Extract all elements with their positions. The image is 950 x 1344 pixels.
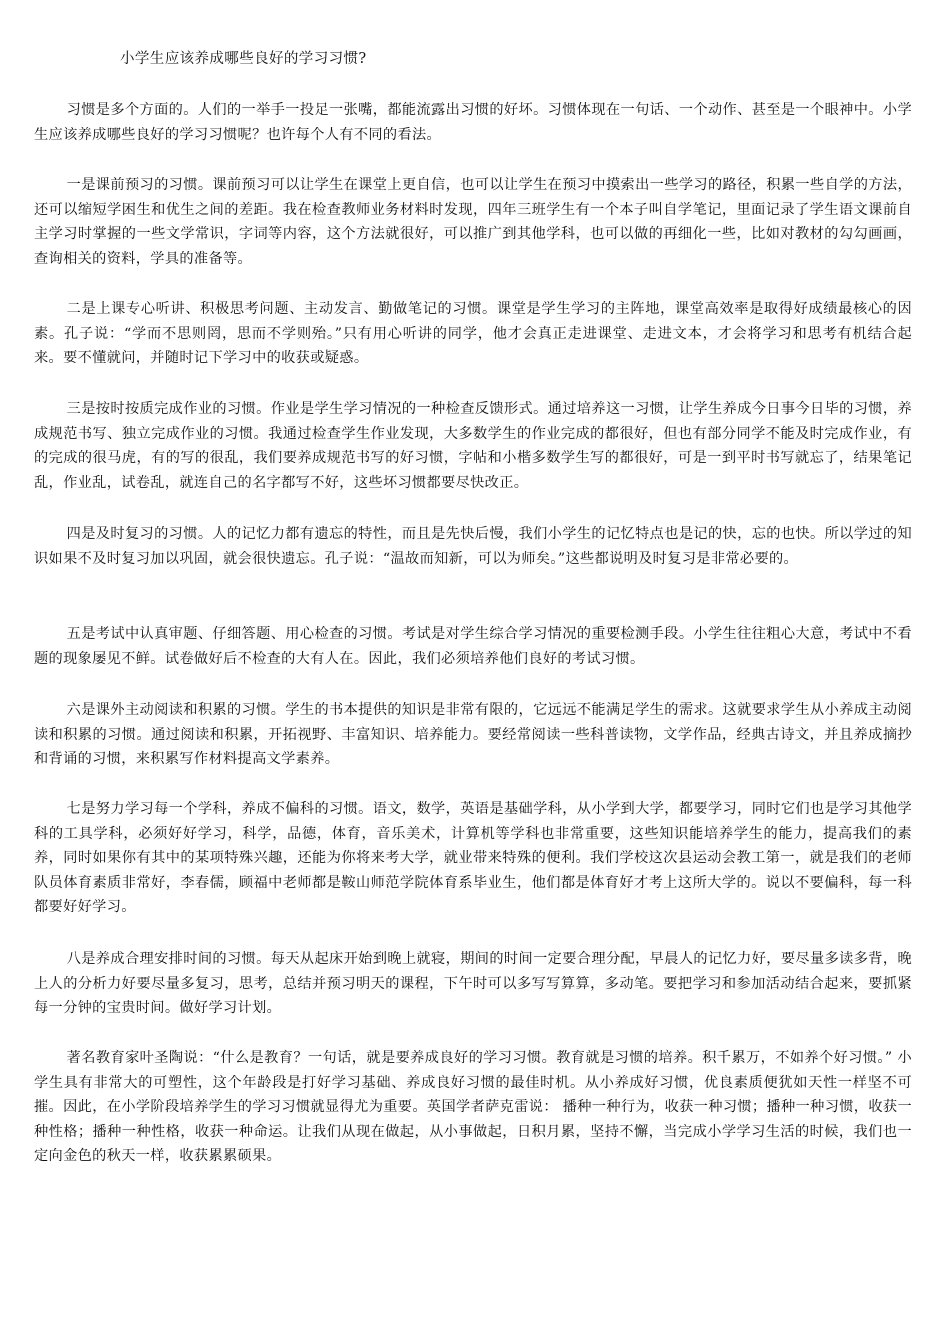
paragraph-3-homework: 三是按时按质完成作业的习惯。作业是学生学习情况的一种检查反馈形式。通过培养这一习惯，让学生养成今日事今日毕的习惯，养成规范书写、独立完成作业的习惯。我通过检查学生作业发现，大多数学生的作业完成的都很好，但也有部分同学不能及时完成作业，有的完成的很马虎，有的写的很乱，我们要养成规范书写的好习惯，字帖和小楷多数学生写的都很好，可是一到平时书写就忘了，结果笔记乱，作业乱，试卷乱，就连自己的名字都写不好，这些坏习惯都要尽快改正。 xyxy=(34,401,912,491)
paragraph-8-time: 八是养成合理安排时间的习惯。每天从起床开始到晚上就寝，期间的时间一定要合理分配，早晨人的记忆力好，要尽量多读多背，晚上人的分析力好要尽量多复习，思考，总结并预习明天的课程，下午时可以多写写算算，多动笔。要把学习和参加活动结合起来，要抓紧每一分钟的宝贵时间。做好学习计划。 xyxy=(34,951,912,1017)
paragraph-7-subjects: 七是努力学习每一个学科，养成不偏科的习惯。语文，数学，英语是基础学科，从小学到大学，都要学习，同时它们也是学习其他学科的工具学科，必须好好学习，科学，品德，体育，音乐美术，计算机等学科也非常重要，这些知识能培养学生的能力，提高我们的素养，同时如果你有其中的某项特殊兴趣，还能为你将来考大学，就业带来特殊的便利。我们学校这次县运动会教工第一，就是我们的老师队员体育素质非常好，李春儒，顾福中老师都是鞍山师范学院体育系毕业生，他们都是体育好才考上这所大学的。说以不要偏科，每一科都要好好学习。 xyxy=(34,801,912,916)
paragraph-conclusion: 著名教育家叶圣陶说：“什么是教育？一句话，就是要养成良好的学习习惯。教育就是习惯的培养。积千累万，不如养个好习惯。” 小学生具有非常大的可塑性，这个年龄段是打好学习基础、养成良好习惯的最佳时机。从小养成好习惯，优良素质便犹如天性一样坚不可摧。因此，在小学阶段培养学生的学习习惯就显得尤为重要。英国学者萨克雷说： 播种一种行为，收获一种习惯；播种一种习惯，收获一种性格；播种一种性格，收获一种命运。让我们从现在做起，从小事做起，日积月累，坚持不懈，当完成小学学习生活的时候，我们也一定向金色的秋天一样，收获累累硕果。 xyxy=(34,1050,912,1165)
paragraph-5-exam: 五是考试中认真审题、仔细答题、用心检查的习惯。考试是对学生综合学习情况的重要检测手段。小学生往往粗心大意，考试中不看题的现象屡见不鲜。试卷做好后不检查的大有人在。因此，我们必须培养他们良好的考试习惯。 xyxy=(34,626,912,667)
paragraph-6-reading: 六是课外主动阅读和积累的习惯。学生的书本提供的知识是非常有限的，它远远不能满足学生的需求。这就要求学生从小养成主动阅读和积累的习惯。通过阅读和积累，开拓视野、丰富知识、培养能力。要经常阅读一些科普读物，文学作品，经典古诗文，并且养成摘抄和背诵的习惯，来积累写作材料提高文学素养。 xyxy=(34,702,912,768)
paragraph-1-preview: 一是课前预习的习惯。课前预习可以让学生在课堂上更自信，也可以让学生在预习中摸索出一些学习的路径，积累一些自学的方法，还可以缩短学困生和优生之间的差距。我在检查教师业务材料时发现，四年三班学生有一个本子叫自学笔记，里面记录了学生语文课前自主学习时掌握的一些文学常识，字词等内容，这个方法就很好，可以推广到其他学科，也可以做的再细化一些，比如对教材的勾勾画画，查询相关的资料，学具的准备等。 xyxy=(34,177,912,267)
document-title: 小学生应该养成哪些良好的学习习惯? xyxy=(120,51,367,67)
paragraph-intro: 习惯是多个方面的。人们的一举手一投足一张嘴，都能流露出习惯的好坏。习惯体现在一句话、一个动作、甚至是一个眼神中。小学生应该养成哪些良好的学习习惯呢？也许每个人有不同的看法。 xyxy=(34,102,912,143)
paragraph-2-listening: 二是上课专心听讲、积极思考问题、主动发言、勤做笔记的习惯。课堂是学生学习的主阵地，课堂高效率是取得好成绩最核心的因素。孔子说：“学而不思则罔，思而不学则殆。”只有用心听讲的同学，他才会真正走进课堂、走进文本，才会将学习和思考有机结合起来。要不懂就问，并随时记下学习中的收获或疑惑。 xyxy=(34,301,912,367)
paragraph-4-review: 四是及时复习的习惯。人的记忆力都有遗忘的特性，而且是先快后慢，我们小学生的记忆特点也是记的快，忘的也快。所以学过的知识如果不及时复习加以巩固，就会很快遗忘。孔子说：“温故而知新，可以为师矣。”这些都说明及时复习是非常必要的。 xyxy=(34,526,912,567)
